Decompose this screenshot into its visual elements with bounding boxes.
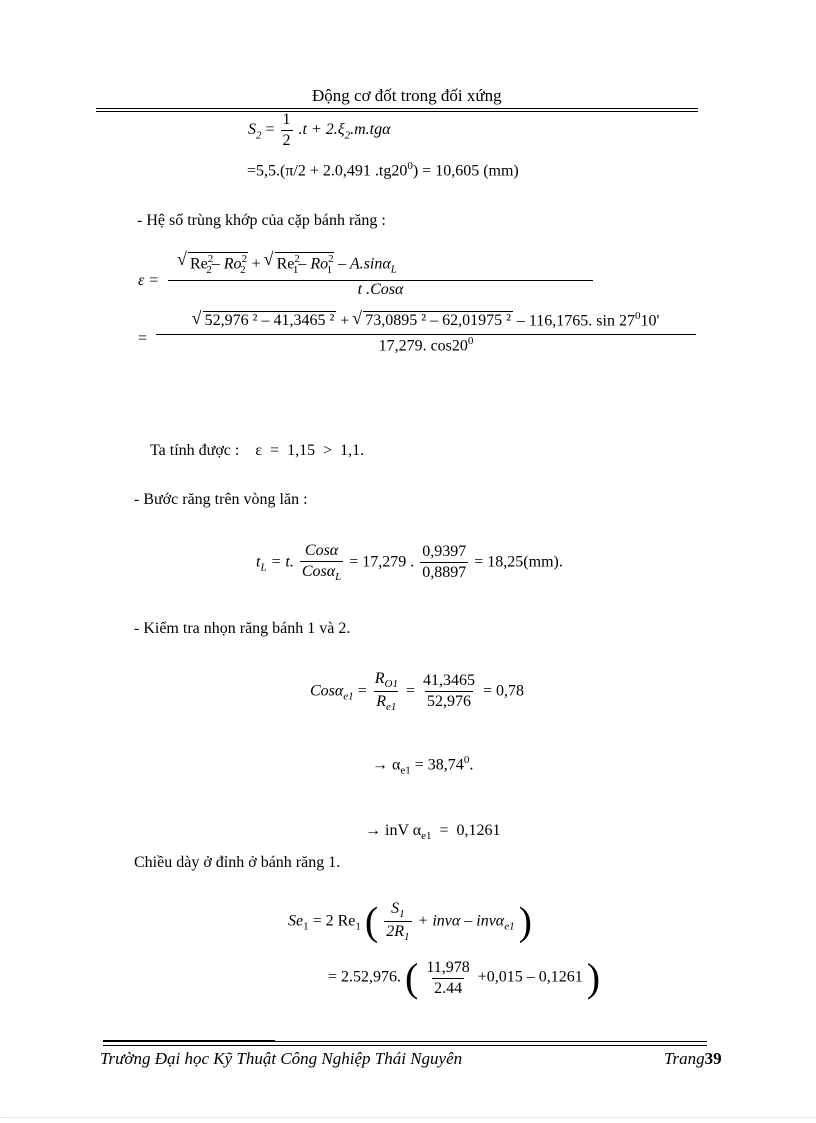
- footer-school: Trường Đại học Kỹ Thuật Công Nghiệp Thái Nguyên: [100, 1049, 463, 1068]
- equation-tl: $t_L = t$. $\frac{\text{Cosα}}{Cos\alpha_L}$ = 17,279 . $\frac{0,9397}{0,8897}$ = 18,25(mm).: [256, 542, 563, 584]
- header-rule-bottom: [96, 111, 698, 112]
- section-heading-pitch: - Bước răng trên vòng lăn :: [134, 491, 308, 508]
- equation-se1: $Se_1 = 2$ $Re_1$ ( $\frac{S_1}{2R_1}$ + invα – invα$_{e1}$ ): [288, 898, 532, 944]
- equation-se1-values: = 2.52,976. ( $\frac{11,978}{2.44}$ +0,015 – 0,1261 ): [328, 955, 601, 1000]
- bottom-dotted-border: [0, 1117, 816, 1118]
- header-rule-top: [96, 108, 698, 109]
- epsilon-result: Ta tính được : ε = 1,15 > 1,1.: [150, 442, 365, 459]
- footer-page: Trang39: [664, 1049, 722, 1068]
- equation-cos-alpha: Cosα$_{e1}$ = $\frac{R_{O1}}{R_{e1}}$ = $\frac{41,3465}{52,976}$ = 0,78: [310, 670, 525, 714]
- page-header-title: Động cơ đốt trong đối xứng: [312, 86, 502, 105]
- footer-rule-top: [275, 1041, 707, 1042]
- section-heading-check: - Kiểm tra nhọn răng bánh 1 và 2.: [134, 620, 351, 637]
- section-heading-overlap: - Hệ số trùng khớp của cặp bánh răng :: [137, 212, 386, 229]
- section-heading-thickness: Chiều dày ở đỉnh ở bánh răng 1.: [134, 854, 341, 871]
- footer-rule-short: [103, 1040, 275, 1042]
- equation-inv-alpha: → inV $\alpha_{e1} = 0,1261$: [365, 822, 501, 843]
- footer-rule-bottom: [103, 1045, 707, 1046]
- equation-s2: $S_2$ = $\frac{1}{2}$ $.t + 2.\xi_2.m.tg\alpha$: [248, 111, 391, 149]
- equation-s2-value: =5,5.(π/2 + 2.0,491 $.tg20^0) = 10,605$ (mm): [247, 160, 519, 180]
- equation-alpha-e1: → $\alpha_{e1} = 38,74^0$.: [372, 754, 474, 777]
